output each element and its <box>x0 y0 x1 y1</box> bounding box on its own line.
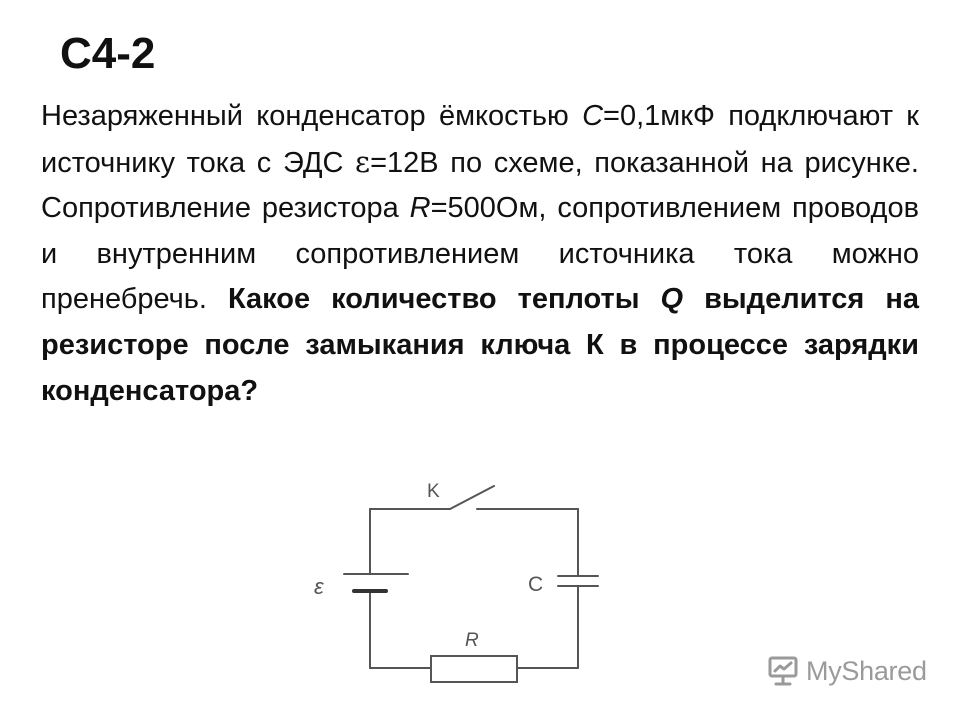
resistor <box>431 656 517 682</box>
presentation-board-icon <box>766 654 800 688</box>
problem-text-part-1: Незаряженный конденсатор ёмкостью <box>41 100 583 132</box>
key-switch <box>450 486 494 509</box>
problem-text-part-3: =12В по схеме, показанной на рисунке. Сопротивление резистора <box>41 146 919 225</box>
problem-text <box>41 94 919 414</box>
watermark-text: MyShared <box>806 655 927 686</box>
emf-label: ε <box>314 574 324 599</box>
problem-text-part-2: =0,1мкФ подключают к источнику тока с ЭДС <box>41 100 919 179</box>
resistor-label: R <box>465 630 479 651</box>
capacitance-symbol: С <box>582 100 604 132</box>
slide-title: С4-2 <box>60 29 156 78</box>
key-label: K <box>427 481 440 502</box>
capacitor-label: C <box>528 573 544 596</box>
emf-symbol: ε <box>355 144 371 179</box>
watermark <box>766 654 927 688</box>
resistance-symbol: R <box>409 192 431 225</box>
question-text-part-2: выделится на резисторе после замыкания ключа К в процессе зарядки конденсатора? <box>41 283 919 407</box>
circuit-diagram <box>300 470 620 710</box>
problem-text-part-4: =500Ом, сопротивлением проводов и внутренним сопротивлением источника тока можно пренебречь. <box>41 192 919 316</box>
heat-symbol: Q <box>660 283 684 316</box>
question-text-part-1: Какое количество теплоты <box>227 283 661 316</box>
